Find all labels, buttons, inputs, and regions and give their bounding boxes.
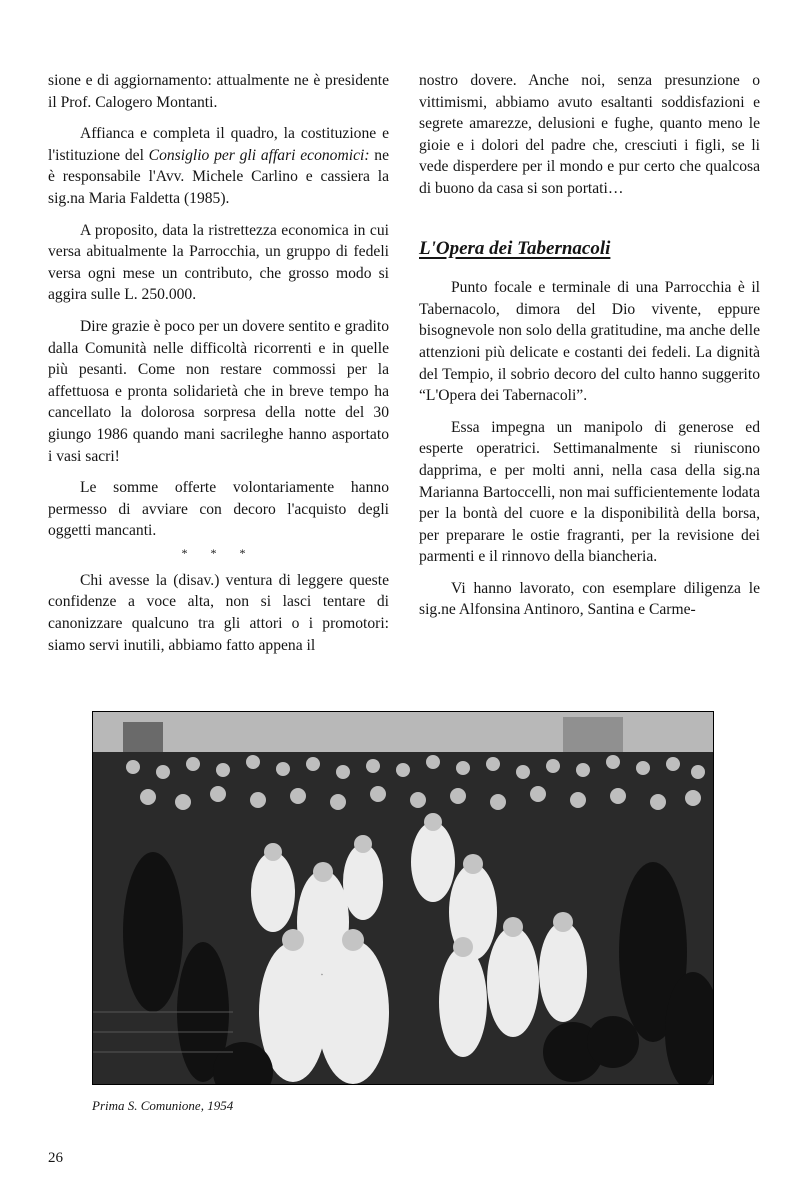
paragraph: Le somme offerte volontariamente hanno permesso di avviare con decoro l'acquisto degli oggetti mancanti. [48,479,389,540]
photo-caption: Prima S. Comunione, 1954 [92,1098,234,1113]
paragraph [48,123,389,209]
left-column [48,70,389,656]
paragraph: A proposito, data la ristrettezza economica in cui versa abitualmente la Parrocchia, un gruppo di fedeli versa ogni mese un contributo, che grosso modo si aggira sulle L. 250.000. [48,221,389,304]
text-run: ne è responsabile l'Avv. Michele Carlino e cassiera la sig.na Maria Faldetta (1985). [48,146,389,207]
text-run: Affianca e completa il quadro, la costituzione e l'istituzione del [48,125,389,164]
paragraph: Essa impegna un manipolo di generose ed esperte operatrici. Settimanalmente si riuniscono dapprima, e per molti anni, nella casa della sig.na Marianna Bartoccelli, non mai sufficientemente lodata per la bontà del cuore e la disponibilità della borsa, per preparare le ostie fragranti, per la revisione dei parmenti e il rinnovo della biancheria. [419,418,760,566]
paragraph: Vi hanno lavorato, con esemplare diligenza le sig.ne Alfonsina Antinoro, Santina e Carme- [419,579,760,619]
first-communion-photo [92,711,714,1085]
emphasis-text: Consiglio per gli affari economici: [148,146,370,164]
paragraph: sione e di aggiornamento: attualmente ne è presidente il Prof. Calogero Montanti. [48,72,389,111]
page-number: 26 [48,1150,63,1166]
paragraph: Chi avesse la (disav.) ventura di leggere queste confidenze a voce alta, non si lasci tentare di canonizzare qualcuno tra gli attori o i promotori: siamo servi inutili, abbiamo fatto appena il [48,571,389,654]
section-heading-text: L'Opera dei Tabernacoli [419,237,611,259]
section-heading [419,238,760,260]
paragraph: nostro dovere. Anche noi, senza presunzione o vittimismi, abbiamo avuto esaltanti soddisfazioni e segrete amarezze, delusioni e fughe, quanto meno le gioie e i dolori del padre che, cresciuti i figli, se li vede disperdere per il mondo e pur certo che qualcosa di buono da casa si son portati… [419,72,760,197]
right-column [419,70,760,621]
section-separator: * * * [181,545,256,560]
paragraph: Punto focale e terminale di una Parrocchia è il Tabernacolo, dimora del Dio vivente, eppure bisognevole non solo della gratitudine, ma anche delle attenzioni più delicate e costanti dei fedeli. La dignità del Tempio, il sobrio decoro del culto hanno suggerito “L'Opera dei Tabernacoli”. [419,279,760,405]
photo-illustration [93,712,713,1084]
paragraph: Dire grazie è poco per un dovere sentito e gradito dalla Comunità nelle difficoltà ricorrenti e in quelle più pesanti. Come non restare commossi per la affettuosa e pronta solidarietà che in breve tempo ha cancellato la dolorosa sorpresa della notte del 30 giungo 1986 quando mani sacrileghe hanno asportato i vasi sacri! [48,317,389,465]
